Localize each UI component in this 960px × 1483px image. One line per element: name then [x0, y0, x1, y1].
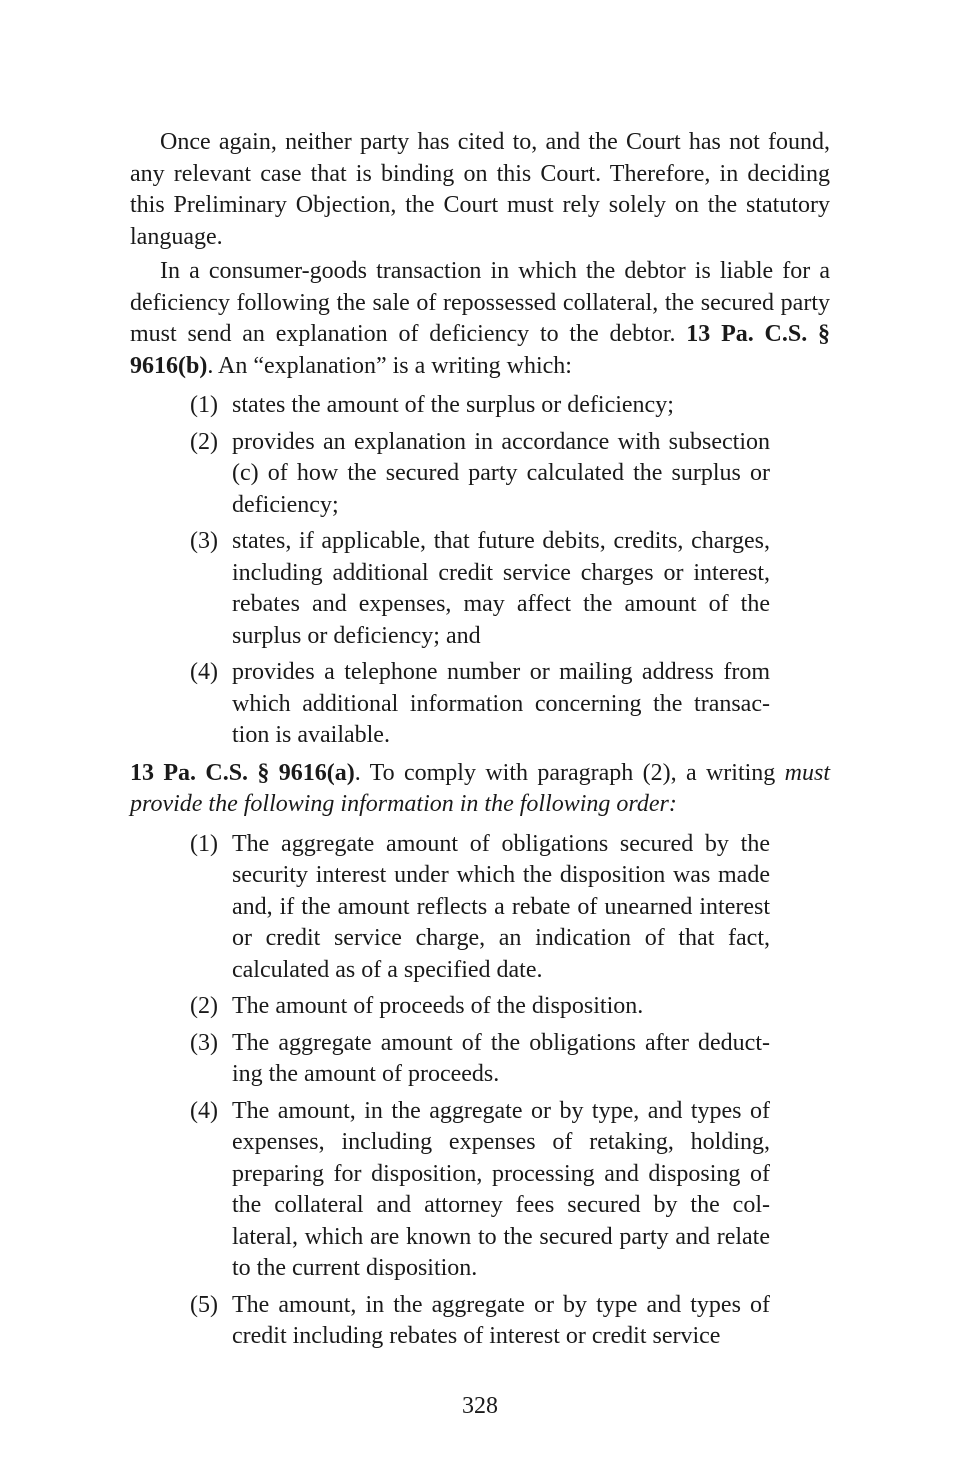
explanation-list — [130, 390, 830, 752]
list-item — [130, 1028, 830, 1091]
paragraph-tail: . An “explanation” is a writing which: — [207, 352, 572, 379]
citation-9616a: 13 Pa. C.S. § 9616(a) — [130, 759, 355, 786]
list-text: states the amount of the surplus or deficiency; — [232, 392, 674, 418]
paragraph-text: In a consumer-goods transaction in which the debtor is liable for a deficiency following the sale of repossessed collateral, the secured party must send an explanation of deficiency to the debtor. — [130, 258, 830, 347]
paragraph-text: . To comply with paragraph (2), a writing — [354, 759, 785, 786]
list-number: (4) — [190, 1097, 218, 1124]
list-text: The amount of proceeds of the disposition. — [232, 993, 644, 1019]
paragraph-explanation-requirement — [130, 256, 830, 382]
list-item — [130, 1096, 830, 1285]
list-number: (5) — [190, 1291, 218, 1318]
paragraph-order-requirement — [130, 758, 830, 821]
list-number: (1) — [190, 392, 218, 418]
list-item — [130, 829, 830, 987]
list-item — [130, 390, 830, 422]
list-text: The amount, in the aggregate or by type and types of credit including rebates of interest or credit service — [232, 1291, 770, 1349]
list-number: (1) — [190, 830, 218, 857]
list-text: The amount, in the aggregate or by type, and types of expenses, including expenses of retaking, holding, preparing for disposition, processing and disposing of the collateral and attorney fees secured by the collateral, which are known to the secured party and relate to the current disposition. — [232, 1097, 770, 1281]
list-text: The aggregate amount of obligations secured by the security interest under which the disposition was made and, if the amount reflects a rebate of unearned interest or credit service charge, an indication of that fact, calculated as of a specified date. — [232, 830, 770, 983]
list-item — [130, 427, 830, 522]
information-list — [130, 829, 830, 1353]
list-item — [130, 1290, 830, 1353]
list-number: (3) — [190, 528, 218, 554]
list-number: (2) — [190, 428, 218, 455]
paragraph-statutory-language: Once again, neither party has cited to, and the Court has not found, any relevant case that is binding on this Court. Therefore, in deciding this Preliminary Objection, the Court must rely solely on the statutory language. — [130, 129, 830, 250]
list-number: (2) — [190, 993, 218, 1019]
list-text: The aggregate amount of the obligations after deducting the amount of proceeds. — [232, 1029, 770, 1087]
list-item — [130, 526, 830, 652]
list-number: (3) — [190, 1029, 218, 1056]
page-number: 328 — [462, 1393, 498, 1419]
list-text: provides a telephone number or mailing address from which additional information concerning the transaction is available. — [232, 659, 770, 748]
list-text: provides an explanation in accordance with subsection (c) of how the secured party calculated the surplus or deficiency; — [232, 428, 770, 518]
page-body — [130, 127, 830, 1359]
list-text: states, if applicable, that future debits, credits, charges, including additional credit service charges or interest, rebates and expenses, may affect the amount of the surplus or deficiency; and — [232, 528, 770, 649]
emphasis-text: must provide the following information in the following order: — [130, 759, 830, 817]
list-number: (4) — [190, 659, 218, 685]
list-item — [130, 991, 830, 1023]
list-item — [130, 657, 830, 752]
citation-9616b: 13 Pa. C.S. § 9616(b) — [130, 321, 831, 379]
